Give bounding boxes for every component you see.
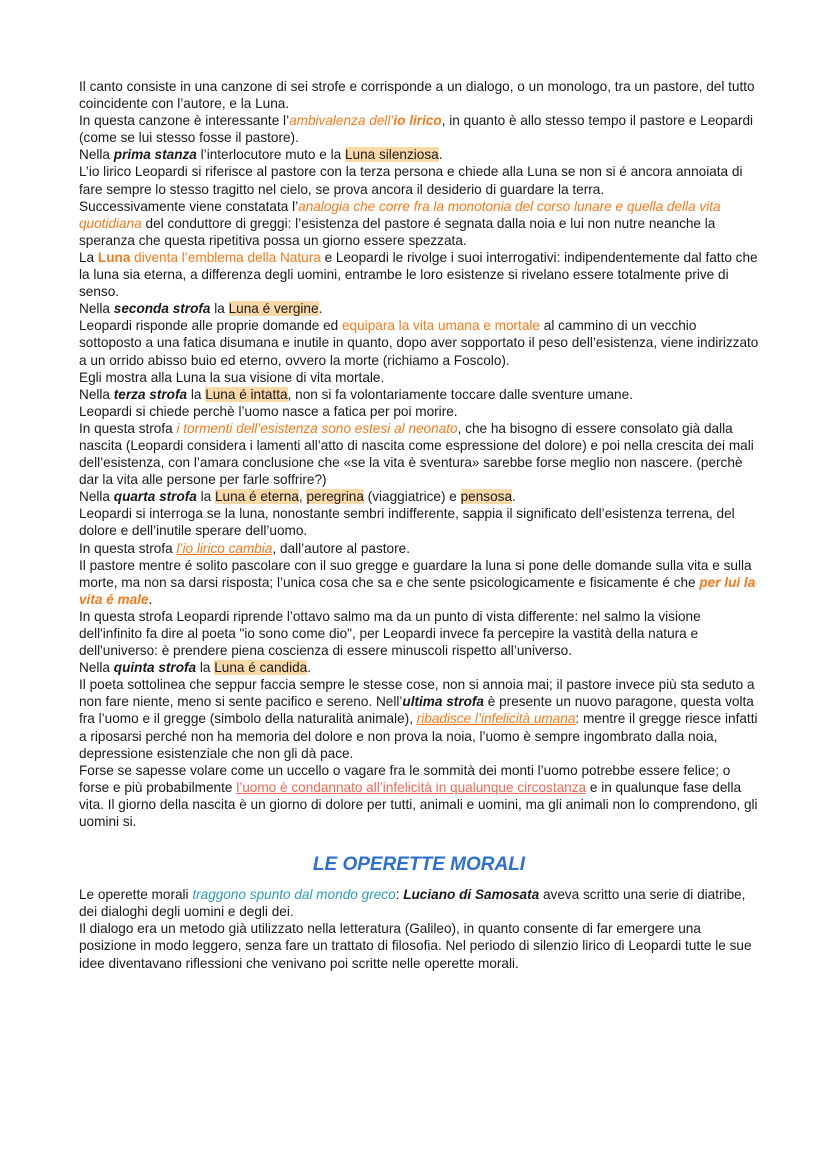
text-run: Nella xyxy=(79,301,114,317)
styled-text: Luna é candida xyxy=(214,660,308,676)
styled-text: equipara la vita umana e mortale xyxy=(342,318,540,334)
text-run: . xyxy=(438,147,443,163)
styled-text: ambivalenza dell’ xyxy=(289,113,394,129)
text-run: . xyxy=(512,489,516,505)
text-run: Il pastore mentre é solito pascolare con il suo gregge e guardare la luna si pone delle domande sulla vita e sulla morte, ma non sa darsi risposta; l’unica cosa che sa e che sente psicologicamente e fisicamente é che xyxy=(79,557,752,590)
text-run: Il canto consiste in una canzone di sei strofe e corrisponde a un dialogo, o un monologo, tra un pastore, del tutto coincidente con l’autore, e la Luna. xyxy=(79,79,755,112)
styled-text: traggono spunto dal mondo greco xyxy=(192,887,396,903)
styled-text: diventa l’emblema della Natura xyxy=(130,249,321,265)
text-run: In questa canzone è interessante l’ xyxy=(79,113,290,129)
paragraph xyxy=(79,557,759,608)
paragraph xyxy=(79,420,759,488)
paragraph xyxy=(79,886,759,920)
styled-text: ribadisce l’infelicità umana xyxy=(416,711,576,727)
text-run: , xyxy=(298,489,307,505)
text-run: e in qualunque fase della vita. Il giorno della nascita è un giorno di dolore per tutti, animali e uomini, ma gli animali non lo comprendono, gli uomini si. xyxy=(79,779,758,830)
text-run: al cammino di un vecchio sottoposto a una fatica disumana e inutile in quanto, dopo aver sopportato il peso dell’esistenza, viene indirizzato a un orrido abisso buio ed eterno, ovvero la morte (richiamo a Foscolo). xyxy=(79,318,759,368)
paragraph xyxy=(79,608,759,659)
document-page xyxy=(79,78,759,972)
text-run: Nella xyxy=(79,386,114,402)
styled-text: i tormenti dell’esistenza sono estesi al neonato xyxy=(176,420,458,436)
styled-text: analogia che corre fra la monotonia del corso lunare e quella della vita quotidiana xyxy=(79,198,721,231)
styled-text: per lui la vita é male xyxy=(79,574,756,607)
paragraph xyxy=(79,146,759,163)
text-run: la xyxy=(196,489,215,505)
text-run: : mentre il gregge riesce infatti a riposarsi perché non ha memoria del dolore e non prova la noia, l’uomo è sempre ingombrato dalla noia, depressione esistenziale che non gli dà pace. xyxy=(79,711,758,761)
styled-text: io lirico xyxy=(393,113,442,129)
text-run: In questa strofa Leopardi riprende l’ottavo salmo ma da un punto di vista differente: nel salmo la visione dell'infinito fa dire al poeta "io sono come dio", per Leopardi invece fa percepire la vastità della natura e dell'universo: è prendere piena coscienza di essere minuscoli rispetto all’universo. xyxy=(79,608,701,659)
styled-text: seconda strofa xyxy=(113,301,211,317)
text-run: e Leopardi le rivolge i suoi interrogativi: indipendentemente dal fatto che la luna sia eterna, a differenza degli uomini, entrambe le loro esistenze si rivelano essere totalmente prive di senso. xyxy=(79,249,758,300)
paragraph xyxy=(79,676,759,761)
text-run: aveva scritto una serie di diatribe, dei dialoghi degli uomini e degli dei. xyxy=(79,887,746,920)
paragraph xyxy=(79,317,759,368)
text-run: : xyxy=(395,887,404,903)
text-run: Nella xyxy=(79,489,114,505)
text-run: , non si fa volontariamente toccare dalle sventure umane. xyxy=(287,386,633,402)
paragraph xyxy=(79,112,759,146)
paragraph xyxy=(79,505,759,539)
styled-text: Luna silenziosa xyxy=(344,147,439,163)
operette-notes xyxy=(79,886,759,971)
paragraph xyxy=(79,369,759,386)
text-run: Leopardi si chiede perchè l’uomo nasce a fatica per poi morire. xyxy=(79,403,458,419)
styled-text: l’uomo è condannato all’infelicità in qualunque circostanza xyxy=(236,779,587,795)
text-run: In questa strofa xyxy=(79,540,177,556)
text-run: Le operette morali xyxy=(79,887,193,903)
text-run: (viaggiatrice) e xyxy=(363,489,461,505)
paragraph xyxy=(79,488,759,505)
paragraph xyxy=(79,920,759,971)
styled-text: ultima strofa xyxy=(402,694,484,710)
text-run: Nella xyxy=(79,660,114,676)
styled-text: l’io lirico cambia xyxy=(176,540,273,556)
text-run: la xyxy=(210,301,229,317)
styled-text: Luna é eterna xyxy=(215,489,299,505)
styled-text: peregrina xyxy=(306,489,364,505)
paragraph xyxy=(79,300,759,317)
text-run: del conduttore di greggi: l’esistenza del pastore é segnata dalla noia e lui non nutre neanche la speranza che questa ripetitiva possa un giorno essere spezzata. xyxy=(79,215,716,248)
text-run: Successivamente viene constatata l’ xyxy=(79,198,299,214)
text-run: Il dialogo era un metodo già utilizzato nella letteratura (Galileo), in quanto consente di far emergere una posizione in modo leggero, senza fare un trattato di filosofia. Nel periodo di silenzio lirico di Leopardi tutte le sue idee diventavano riflessioni che venivano poi scritte nelle operette morali. xyxy=(79,921,752,971)
text-run: . xyxy=(318,301,323,317)
section-title: LE OPERETTE MORALI xyxy=(312,854,526,876)
text-run: Leopardi risponde alle proprie domande ed xyxy=(79,318,342,334)
styled-text: Luna é vergine xyxy=(228,301,319,317)
text-run: l’interlocutore muto e la xyxy=(196,147,345,163)
paragraph xyxy=(79,386,759,403)
text-run: , dall’autore al pastore. xyxy=(272,540,410,556)
styled-text: Luna é intatta xyxy=(205,386,288,402)
text-run: la xyxy=(196,660,215,676)
text-run: Il poeta sottolinea che seppur faccia sempre le stesse cose, non si annoia mai; il pastore invece più sta seduto a non fare niente, meno si sente pacifico e sereno. Nell’ xyxy=(79,677,755,710)
text-run: Forse se sapesse volare come un uccello o vagare fra le sommità dei monti l’uomo potrebbe essere felice; o forse e più probabilmente xyxy=(79,762,731,795)
paragraph xyxy=(79,78,759,112)
paragraph xyxy=(79,249,759,300)
styled-text: Luciano di Samosata xyxy=(403,887,540,903)
text-run: , in quanto è allo stesso tempo il pastore e Leopardi (come se lui stesso fosse il pastore). xyxy=(79,113,754,146)
styled-text: Luna xyxy=(97,249,131,265)
styled-text: prima stanza xyxy=(113,147,197,163)
text-run: è presente un nuovo paragone, questa volta fra l’uomo e il gregge (simbolo della naturalità animale), xyxy=(79,694,754,727)
text-run: . xyxy=(307,660,311,676)
styled-text: terza strofa xyxy=(113,386,188,402)
paragraph xyxy=(79,659,759,676)
paragraph xyxy=(79,762,759,830)
text-run: Leopardi si interroga se la luna, nonostante sembri indifferente, sappia il significato dell’esistenza terrena, del dolore e dell’inutile sperare dell’uomo. xyxy=(79,506,735,539)
text-run: la xyxy=(187,386,206,402)
paragraph xyxy=(79,163,759,197)
text-run: . xyxy=(148,591,153,607)
canto-notes xyxy=(79,78,759,830)
text-run: Egli mostra alla Luna la sua visione di vita mortale. xyxy=(79,369,385,385)
paragraph xyxy=(79,198,759,249)
paragraph xyxy=(79,403,759,420)
text-run: , che ha bisogno di essere consolato già dalla nascita (Leopardi considera i lamenti all’atto di nascita come espressione del dolore) e poi nella crescita dei mali dell’esistenza, con l’amara conclusione che «se la vita è sventura» sarebbe forse meglio non nascere. (perchè dar la vita alle persone per farle soffrire?) xyxy=(79,420,754,488)
paragraph xyxy=(79,540,759,557)
text-run: Nella xyxy=(79,147,114,163)
text-run: L’io lirico Leopardi si riferisce al pastore con la terza persona e chiede alla Luna se non si é ancora annoiata di fare sempre lo stesso tragitto nel cielo, se prova ancora il desiderio di guardare la terra. xyxy=(79,164,743,197)
styled-text: quinta strofa xyxy=(113,660,197,676)
styled-text: quarta strofa xyxy=(113,489,197,505)
text-run: In questa strofa xyxy=(79,420,177,436)
styled-text: pensosa xyxy=(460,489,513,505)
text-run: La xyxy=(79,249,98,265)
